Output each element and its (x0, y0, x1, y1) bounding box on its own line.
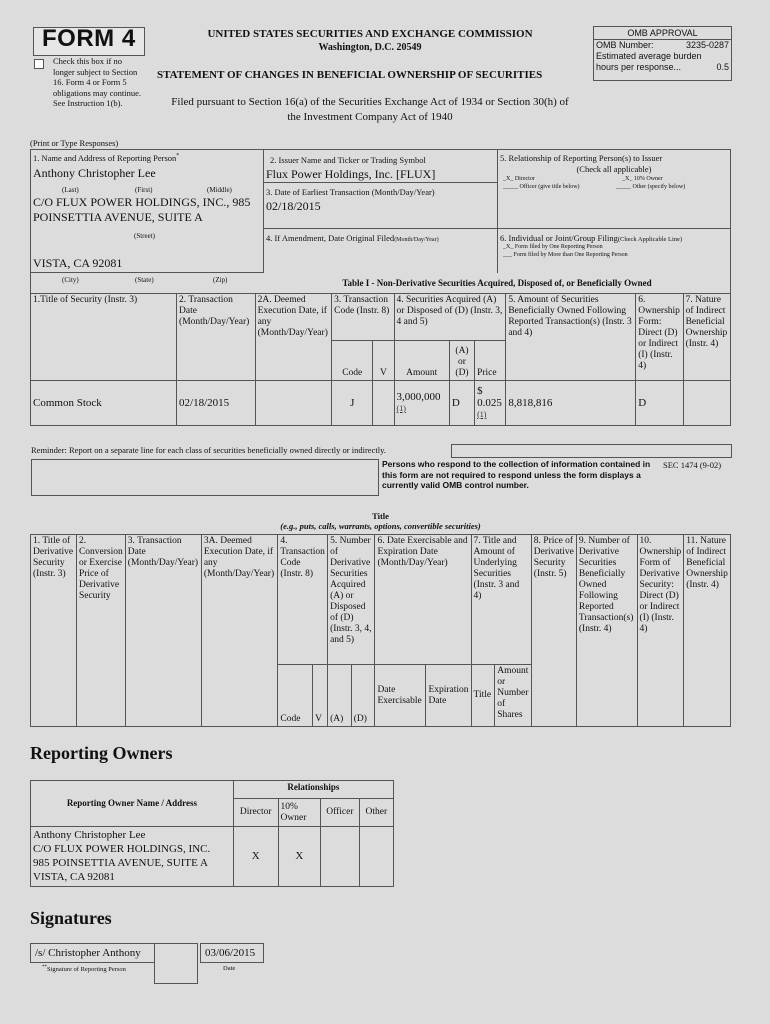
check-box-text: Check this box if no longer subject to Section 16. Form 4 or Form 5 obligations may continue. See Instruction 1(b). (53, 56, 142, 108)
relationship-officer: _____ Officer (give title below) (503, 184, 580, 190)
t2-h-price: 8. Price of Derivative Security (Instr. 5) (531, 535, 576, 727)
t2-h-d: (D) (351, 665, 375, 727)
t2-h-date: 3. Transaction Date (Month/Day/Year) (125, 535, 201, 727)
t1-code: J (332, 381, 373, 426)
t1-v (373, 381, 394, 426)
ro-other-mark (359, 827, 393, 887)
ro-director-mark: X (233, 827, 278, 887)
ro-h-tenpct: 10% Owner (278, 799, 321, 827)
filed-pursuant-2: the Investment Company Act of 1940 (287, 111, 453, 123)
table1-title: Table I - Non-Derivative Securities Acquired, Disposed of, or Beneficially Owned (342, 278, 652, 288)
sec-code: SEC 1474 (9-02) (663, 460, 722, 470)
ro-h-officer: Officer (321, 799, 359, 827)
box4-sublabel: (Month/Day/Year) (394, 237, 439, 243)
t2-h-code-sub: Code (278, 665, 313, 727)
omb-number-label: OMB Number: (596, 40, 654, 50)
t2-h-expiration: Expiration Date (426, 665, 471, 727)
filing-option-1: _X_ Form filed by One Reporting Person (503, 244, 603, 250)
relationship-other: _____ Other (specify below) (616, 184, 686, 190)
reporting-owners-heading: Reporting Owners (30, 743, 173, 763)
label-zip: (Zip) (213, 276, 228, 284)
ro-h-relationships: Relationships (233, 781, 393, 799)
ro-owner-line4: VISTA, CA 92081 (33, 871, 115, 883)
t2-h-v: V (313, 665, 328, 727)
box5-label: 5. Relationship of Reporting Person(s) to Issuer (500, 153, 663, 163)
label-state: (State) (135, 276, 154, 284)
ro-tenpct-mark: X (278, 827, 321, 887)
sig-star: ** (42, 965, 47, 970)
box6-sub: (Check Applicable Line) (617, 236, 683, 243)
t1-owned: 8,818,816 (506, 381, 636, 426)
label-city: (City) (62, 276, 79, 284)
ro-h-other: Other (359, 799, 393, 827)
t1-h-title: 1.Title of Security (Instr. 3) (31, 294, 177, 381)
box6-label: 6. Individual or Joint/Group Filing (500, 233, 618, 243)
reporting-person-name: Anthony Christopher Lee (33, 166, 156, 180)
t2-h-a: (A) (328, 665, 352, 727)
date-label: Date (223, 965, 236, 972)
no-longer-subject-checkbox[interactable] (34, 59, 44, 69)
table1 (30, 293, 731, 426)
t1-h-amount: Amount (394, 341, 449, 381)
t1-h-deemed: 2A. Deemed Execution Date, if any (Month/Day/Year) (255, 294, 332, 381)
box3-label: 3. Date of Earliest Transaction (Month/Day/Year) (266, 187, 435, 197)
reporting-city-line: VISTA, CA 92081 (33, 256, 123, 270)
t1-price-footnote[interactable]: (1) (477, 410, 487, 419)
statement-title: STATEMENT OF CHANGES IN BENEFICIAL OWNERSHIP OF SECURITIES (157, 69, 543, 81)
persons-blank-box (31, 459, 379, 496)
issuer-name: Flux Power Holdings, Inc. [FLUX] (266, 167, 436, 181)
signature-date: 03/06/2015 (205, 947, 256, 959)
t1-price-cell (475, 381, 506, 426)
signatures-heading: Signatures (30, 908, 112, 928)
t1-deemed-date (255, 381, 332, 426)
t2-h-conversion: 2. Conversion or Exercise Price of Derivative Security (76, 535, 125, 727)
t1-h-code-sub: Code (332, 341, 373, 381)
t1-security-title: Common Stock (31, 381, 177, 426)
t2-h-dates: 6. Date Exercisable and Expiration Date (Month/Day/Year) (375, 535, 471, 665)
t1-h-form: 6. Ownership Form: Direct (D) or Indirect (I) (Instr. 4) (636, 294, 683, 381)
box5-sub: (Check all applicable) (576, 164, 652, 174)
t1-form: D (636, 381, 683, 426)
t1-h-aord: (A) or (D) (449, 341, 474, 381)
ro-h-director: Director (233, 799, 278, 827)
t2-h-nature: 11. Nature of Indirect Beneficial Ownership (Instr. 4) (684, 535, 731, 727)
t2-h-deemed: 3A. Deemed Execution Date, if any (Month/Day/Year) (201, 535, 278, 727)
ro-officer-mark (321, 827, 359, 887)
t1-h-date: 2. Transaction Date (Month/Day/Year) (177, 294, 256, 381)
reminder-text: Reminder: Report on a separate line for each class of securities beneficially owned directly or indirectly. (31, 445, 386, 455)
label-street: (Street) (134, 232, 155, 240)
t1-amount-cell (394, 381, 449, 426)
filing-option-2: ___ Form filed by More than One Reporting Person (503, 252, 628, 258)
t1-aord: D (449, 381, 474, 426)
t1-price: $ 0.025 (477, 385, 502, 409)
t1-amount: 3,000,000 (396, 391, 441, 403)
t1-h-acquired: 4. Securities Acquired (A) or Disposed of (D) (Instr. 3, 4 and 5) (394, 294, 506, 341)
omb-burden-2: hours per response... (596, 62, 682, 72)
table-row (31, 827, 394, 887)
omb-hours: 0.5 (716, 62, 729, 72)
form-title: FORM 4 (42, 25, 136, 52)
t2-h-underlying: 7. Title and Amount of Underlying Securities (Instr. 3 and 4) (471, 535, 531, 665)
reporting-address1: C/O FLUX POWER HOLDINGS, INC., 985 (33, 195, 251, 209)
t2-h-owned: 9. Number of Derivative Securities Beneficially Owned Following Reported Transaction(s) (Instr. 4) (576, 535, 637, 727)
t2-h-form: 10. Ownership Form of Derivative Security: Direct (D) or Indirect (I) (Instr. 4) (637, 535, 684, 727)
omb-number: 3235-0287 (685, 40, 729, 50)
box1-label: 1. Name and Address of Reporting Person (33, 153, 177, 163)
label-middle: (Middle) (207, 186, 232, 194)
t2-h-title: 1. Title of Derivative Security (Instr. 3) (31, 535, 77, 727)
omb-burden-1: Estimated average burden (596, 51, 702, 61)
box2-label: 2. Issuer Name and Ticker or Trading Symbol (270, 155, 426, 165)
omb-approval-box (593, 26, 732, 81)
signature-value: /s/ Christopher Anthony (35, 947, 141, 959)
box4-label: 4. If Amendment, Date Original Filed (266, 233, 395, 243)
earliest-transaction-date: 02/18/2015 (266, 199, 321, 213)
ro-owner-line2: C/O FLUX POWER HOLDINGS, INC. (33, 843, 211, 855)
persons-notice: Persons who respond to the collection of information contained in this form are not required to respond unless the form displays a currently valid OMB control number. (382, 459, 651, 490)
relationship-tenpct: _X_ 10% Owner (622, 176, 663, 182)
t2-h-underlying-title: Title (471, 665, 495, 727)
reporting-owners-table (30, 780, 394, 887)
label-first: (First) (135, 186, 153, 194)
table2-subtitle: (e.g., puts, calls, warrants, options, convertible securities) (280, 521, 481, 531)
omb-title: OMB APPROVAL (594, 27, 731, 40)
filed-pursuant-1: Filed pursuant to Section 16(a) of the Securities Exchange Act of 1934 or Section 30(h) of (171, 96, 569, 108)
t1-h-v: V (373, 341, 394, 381)
print-type-note: (Print or Type Responses) (30, 138, 119, 148)
reminder-blank-box (451, 444, 732, 458)
t2-h-code: 4. Transaction Code (Instr. 8) (278, 535, 328, 665)
t1-nature (683, 381, 730, 426)
t2-h-amount: Amount or Number of Shares (495, 665, 532, 727)
t2-h-date-exercisable: Date Exercisable (375, 665, 426, 727)
agency-line1: UNITED STATES SECURITIES AND EXCHANGE COMMISSION (207, 28, 533, 40)
signature-label: Signature of Reporting Person (47, 966, 126, 974)
reporting-address2: POINSETTIA AVENUE, SUITE A (33, 210, 203, 224)
ro-owner-line3: 985 POINSETTIA AVENUE, SUITE A (33, 857, 208, 869)
ro-owner-cell (31, 827, 234, 887)
t1-transaction-date: 02/18/2015 (177, 381, 256, 426)
label-last: (Last) (62, 186, 79, 194)
t1-h-code: 3. Transaction Code (Instr. 8) (332, 294, 394, 341)
t1-h-nature: 7. Nature of Indirect Beneficial Ownership (Instr. 4) (683, 294, 730, 381)
t1-amount-footnote[interactable]: (1) (396, 404, 406, 413)
signature-spacer-box (154, 943, 198, 984)
box1-star: * (176, 153, 180, 160)
relationship-director: _X_ Director (503, 176, 535, 182)
table2 (30, 534, 731, 727)
table-row (31, 381, 731, 426)
t1-h-price: Price (475, 341, 506, 381)
ro-h-name: Reporting Owner Name / Address (31, 781, 234, 827)
table2-title: Title (372, 511, 389, 521)
t1-h-owned: 5. Amount of Securities Beneficially Owned Following Reported Transaction(s) (Instr. 3 and 4) (506, 294, 636, 381)
agency-line2: Washington, D.C. 20549 (318, 42, 422, 53)
t2-h-number: 5. Number of Derivative Securities Acquired (A) or Disposed of (D) (Instr. 3, 4, and 5) (328, 535, 375, 665)
ro-owner-line1: Anthony Christopher Lee (33, 829, 146, 841)
